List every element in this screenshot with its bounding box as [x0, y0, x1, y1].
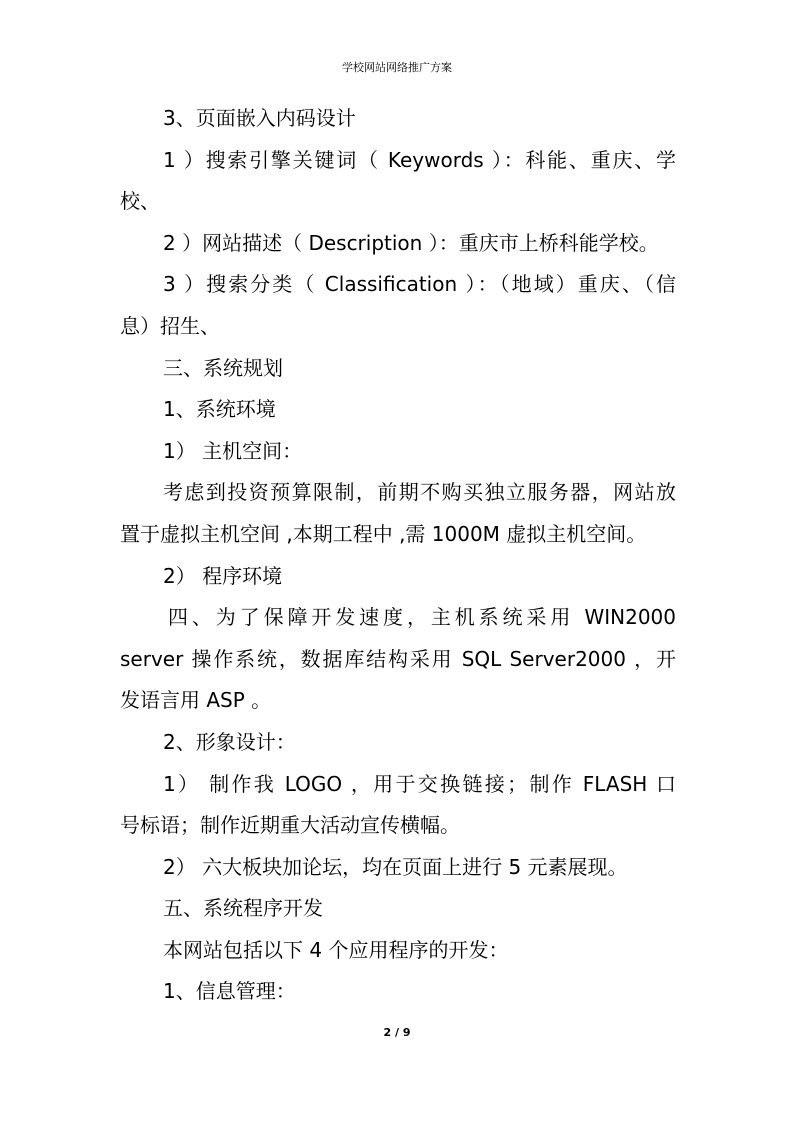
- section-heading-program-dev: 五、系统程序开发: [163, 896, 323, 921]
- paragraph-budget: 考虑到投资预算限制，前期不购买独立服务器，网站放: [163, 480, 676, 505]
- page-number: 2 / 9: [383, 1026, 411, 1039]
- item-logo-cont: 号标语；制作近期重大活动宣传横幅。: [120, 813, 460, 838]
- paragraph-keywords-cont: 校、: [120, 189, 160, 214]
- subheading-image-design: 2、形象设计：: [163, 729, 296, 754]
- subheading-info-mgmt: 1、信息管理：: [163, 979, 296, 1004]
- paragraph-classification: 3 ）搜索分类（ Classification ）：（地域）重庆、（信: [163, 272, 676, 297]
- paragraph-dev-speed-end: 发语言用 ASP 。: [120, 688, 272, 713]
- paragraph-dev-speed-cont: server 操作系统，数据库结构采用 SQL Server2000 ，开: [120, 646, 676, 671]
- paragraph-dev-speed: 四、为了保障开发速度，主机系统采用 WIN2000: [168, 605, 676, 630]
- item-host-space: 1） 主机空间：: [163, 438, 303, 463]
- paragraph-description: 2 ）网站描述（ Description ）：重庆市上桥科能学校。: [163, 230, 659, 255]
- paragraph-classification-cont: 息）招生、: [120, 313, 220, 338]
- subheading-system-env: 1、系统环境: [163, 397, 276, 422]
- paragraph-budget-cont: 置于虚拟主机空间 ,本期工程中 ,需 1000M 虚拟主机空间。: [120, 521, 647, 546]
- item-logo: 1） 制作我 LOGO ，用于交换链接；制作 FLASH 口: [163, 771, 676, 796]
- paragraph-four-apps: 本网站包括以下 4 个应用程序的开发：: [163, 937, 509, 962]
- item-program-env: 2） 程序环境: [163, 563, 283, 588]
- page-header: 学校网站网络推广方案: [342, 61, 452, 74]
- paragraph-keywords: 1 ）搜索引擎关键词（ Keywords ）：科能、重庆、学: [163, 147, 676, 172]
- section-heading-system-plan: 三、系统规划: [163, 355, 283, 380]
- document-body: [120, 98, 676, 1013]
- item-six-sections: 2） 六大板块加论坛，均在页面上进行 5 元素展现。: [163, 854, 628, 879]
- section-heading-inner-code: 3、页面嵌入内码设计: [163, 106, 356, 130]
